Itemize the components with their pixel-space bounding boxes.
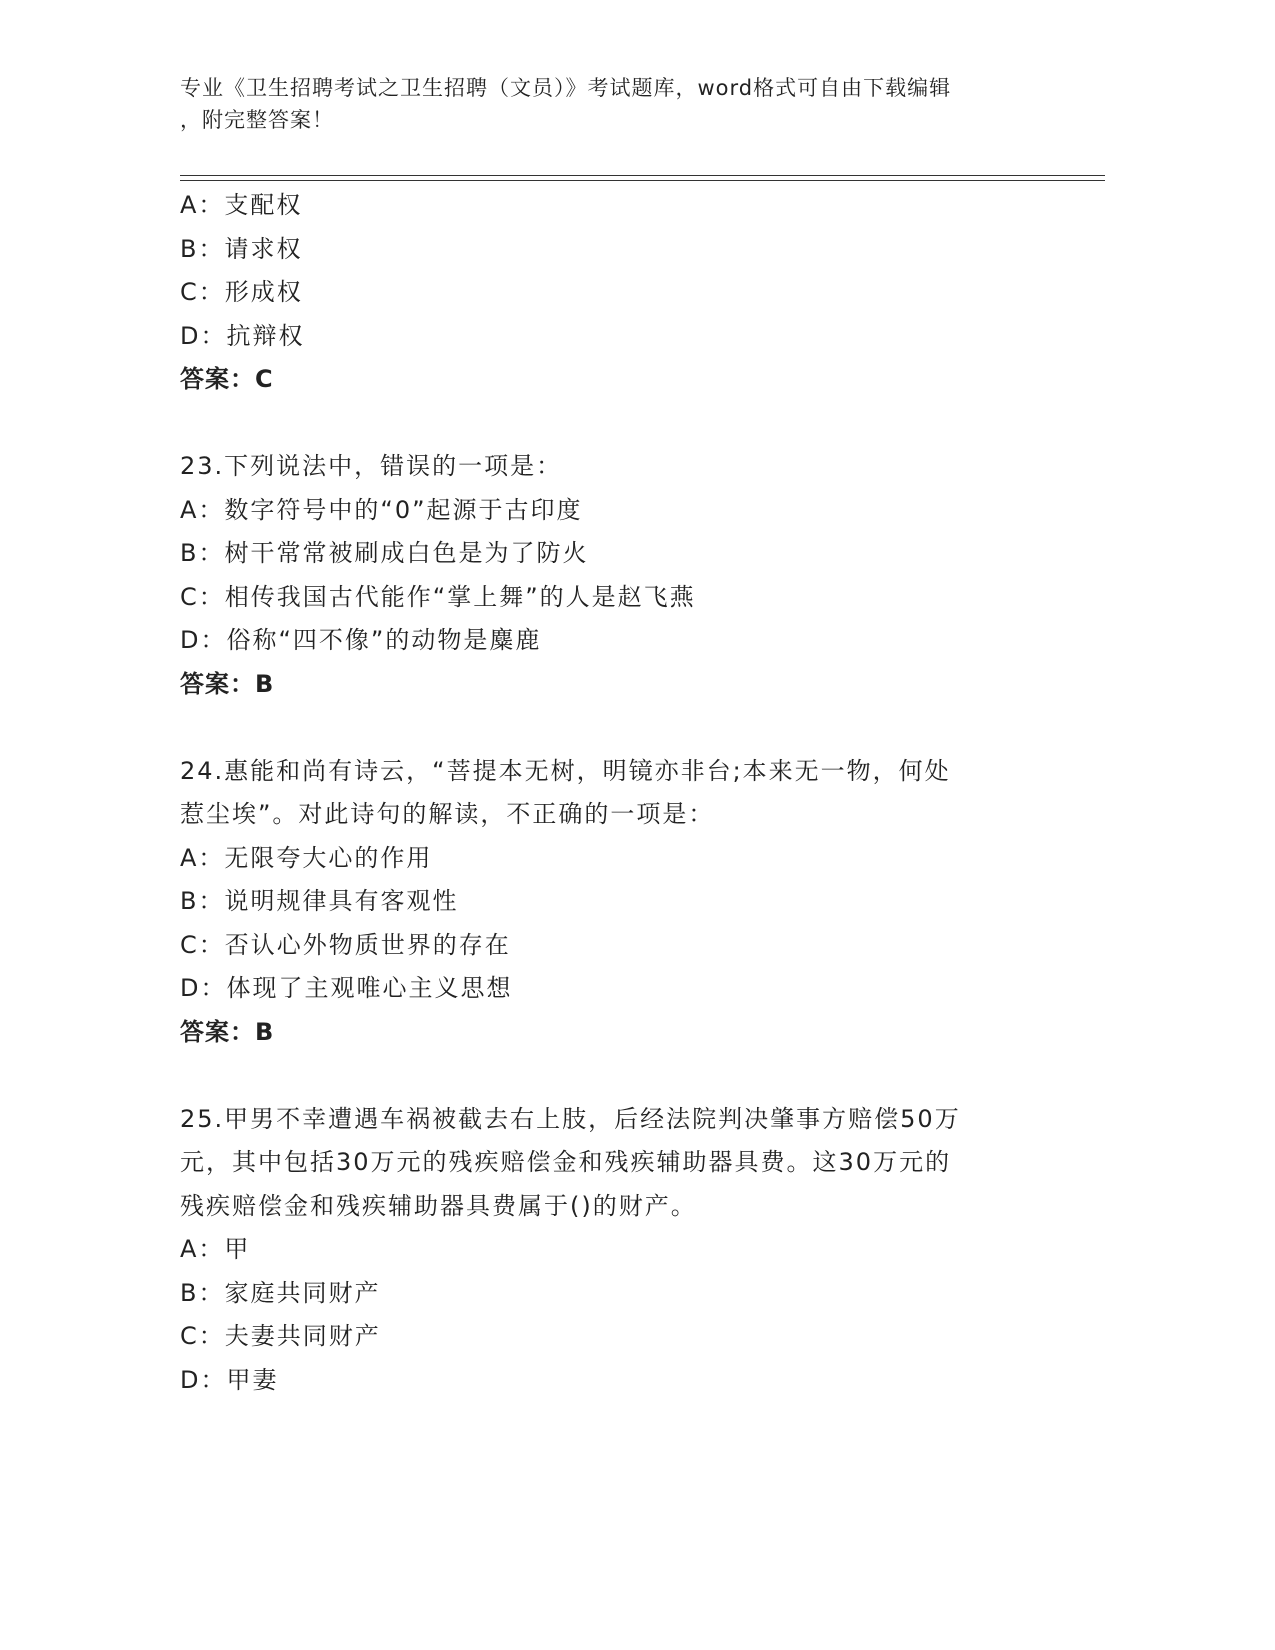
q23-option-d: D：俗称“四不像”的动物是麋鹿: [180, 626, 542, 654]
q23-option-b: B：树干常常被刷成白色是为了防火: [180, 539, 589, 567]
q22-option-a: A：支配权: [180, 191, 303, 219]
spacer: [180, 706, 1030, 750]
q25-option-b: B：家庭共同财产: [180, 1278, 381, 1307]
q23-stem: 23.下列说法中，错误的一项是：: [180, 452, 563, 480]
document-header: [180, 72, 1040, 136]
q22-option-c: C：形成权: [180, 278, 303, 306]
q25-option-a: A：甲: [180, 1235, 251, 1263]
q25-option-d: D：甲妻: [180, 1365, 279, 1394]
q22-option-b: B：请求权: [180, 234, 303, 263]
q25-stem-line-1: 25.甲男不幸遭遇车祸被截去右上肢，后经法院判决肇事方赔偿50万: [180, 1104, 961, 1133]
header-divider: [180, 175, 1105, 181]
header-line-1: 专业《卫生招聘考试之卫生招聘（文员）》考试题库，word格式可自由下载编辑: [180, 76, 952, 100]
spacer: [180, 1054, 1030, 1098]
q24-option-b: B：说明规律具有客观性: [180, 887, 459, 915]
q25-stem-line-3: 残疾赔偿金和残疾辅助器具费属于()的财产。: [180, 1191, 697, 1220]
question-list: [180, 184, 1030, 1402]
q24-option-d: D：体现了主观唯心主义思想: [180, 974, 513, 1002]
header-line-2: ，附完整答案！: [180, 108, 334, 132]
spacer: [180, 402, 1030, 446]
q24-stem-line-2: 惹尘埃”。对此诗句的解读，不正确的一项是：: [180, 800, 715, 828]
q24-answer: 答案：B: [180, 1017, 275, 1046]
q25-stem-line-2: 元，其中包括30万元的残疾赔偿金和残疾辅助器具费。这30万元的: [180, 1148, 952, 1176]
q23-option-c: C：相传我国古代能作“掌上舞”的人是赵飞燕: [180, 582, 696, 611]
q23-answer: 答案：B: [180, 669, 275, 698]
q24-option-c: C：否认心外物质世界的存在: [180, 930, 511, 959]
q22-answer: 答案：C: [180, 365, 274, 393]
q22-option-d: D：抗辩权: [180, 321, 305, 350]
q25-option-c: C：夫妻共同财产: [180, 1322, 381, 1350]
q23-option-a: A：数字符号中的“0”起源于古印度: [180, 495, 583, 524]
q24-stem-line-1: 24.惠能和尚有诗云，“菩提本无树，明镜亦非台;本来无一物，何处: [180, 756, 951, 785]
q24-option-a: A：无限夸大心的作用: [180, 843, 433, 872]
